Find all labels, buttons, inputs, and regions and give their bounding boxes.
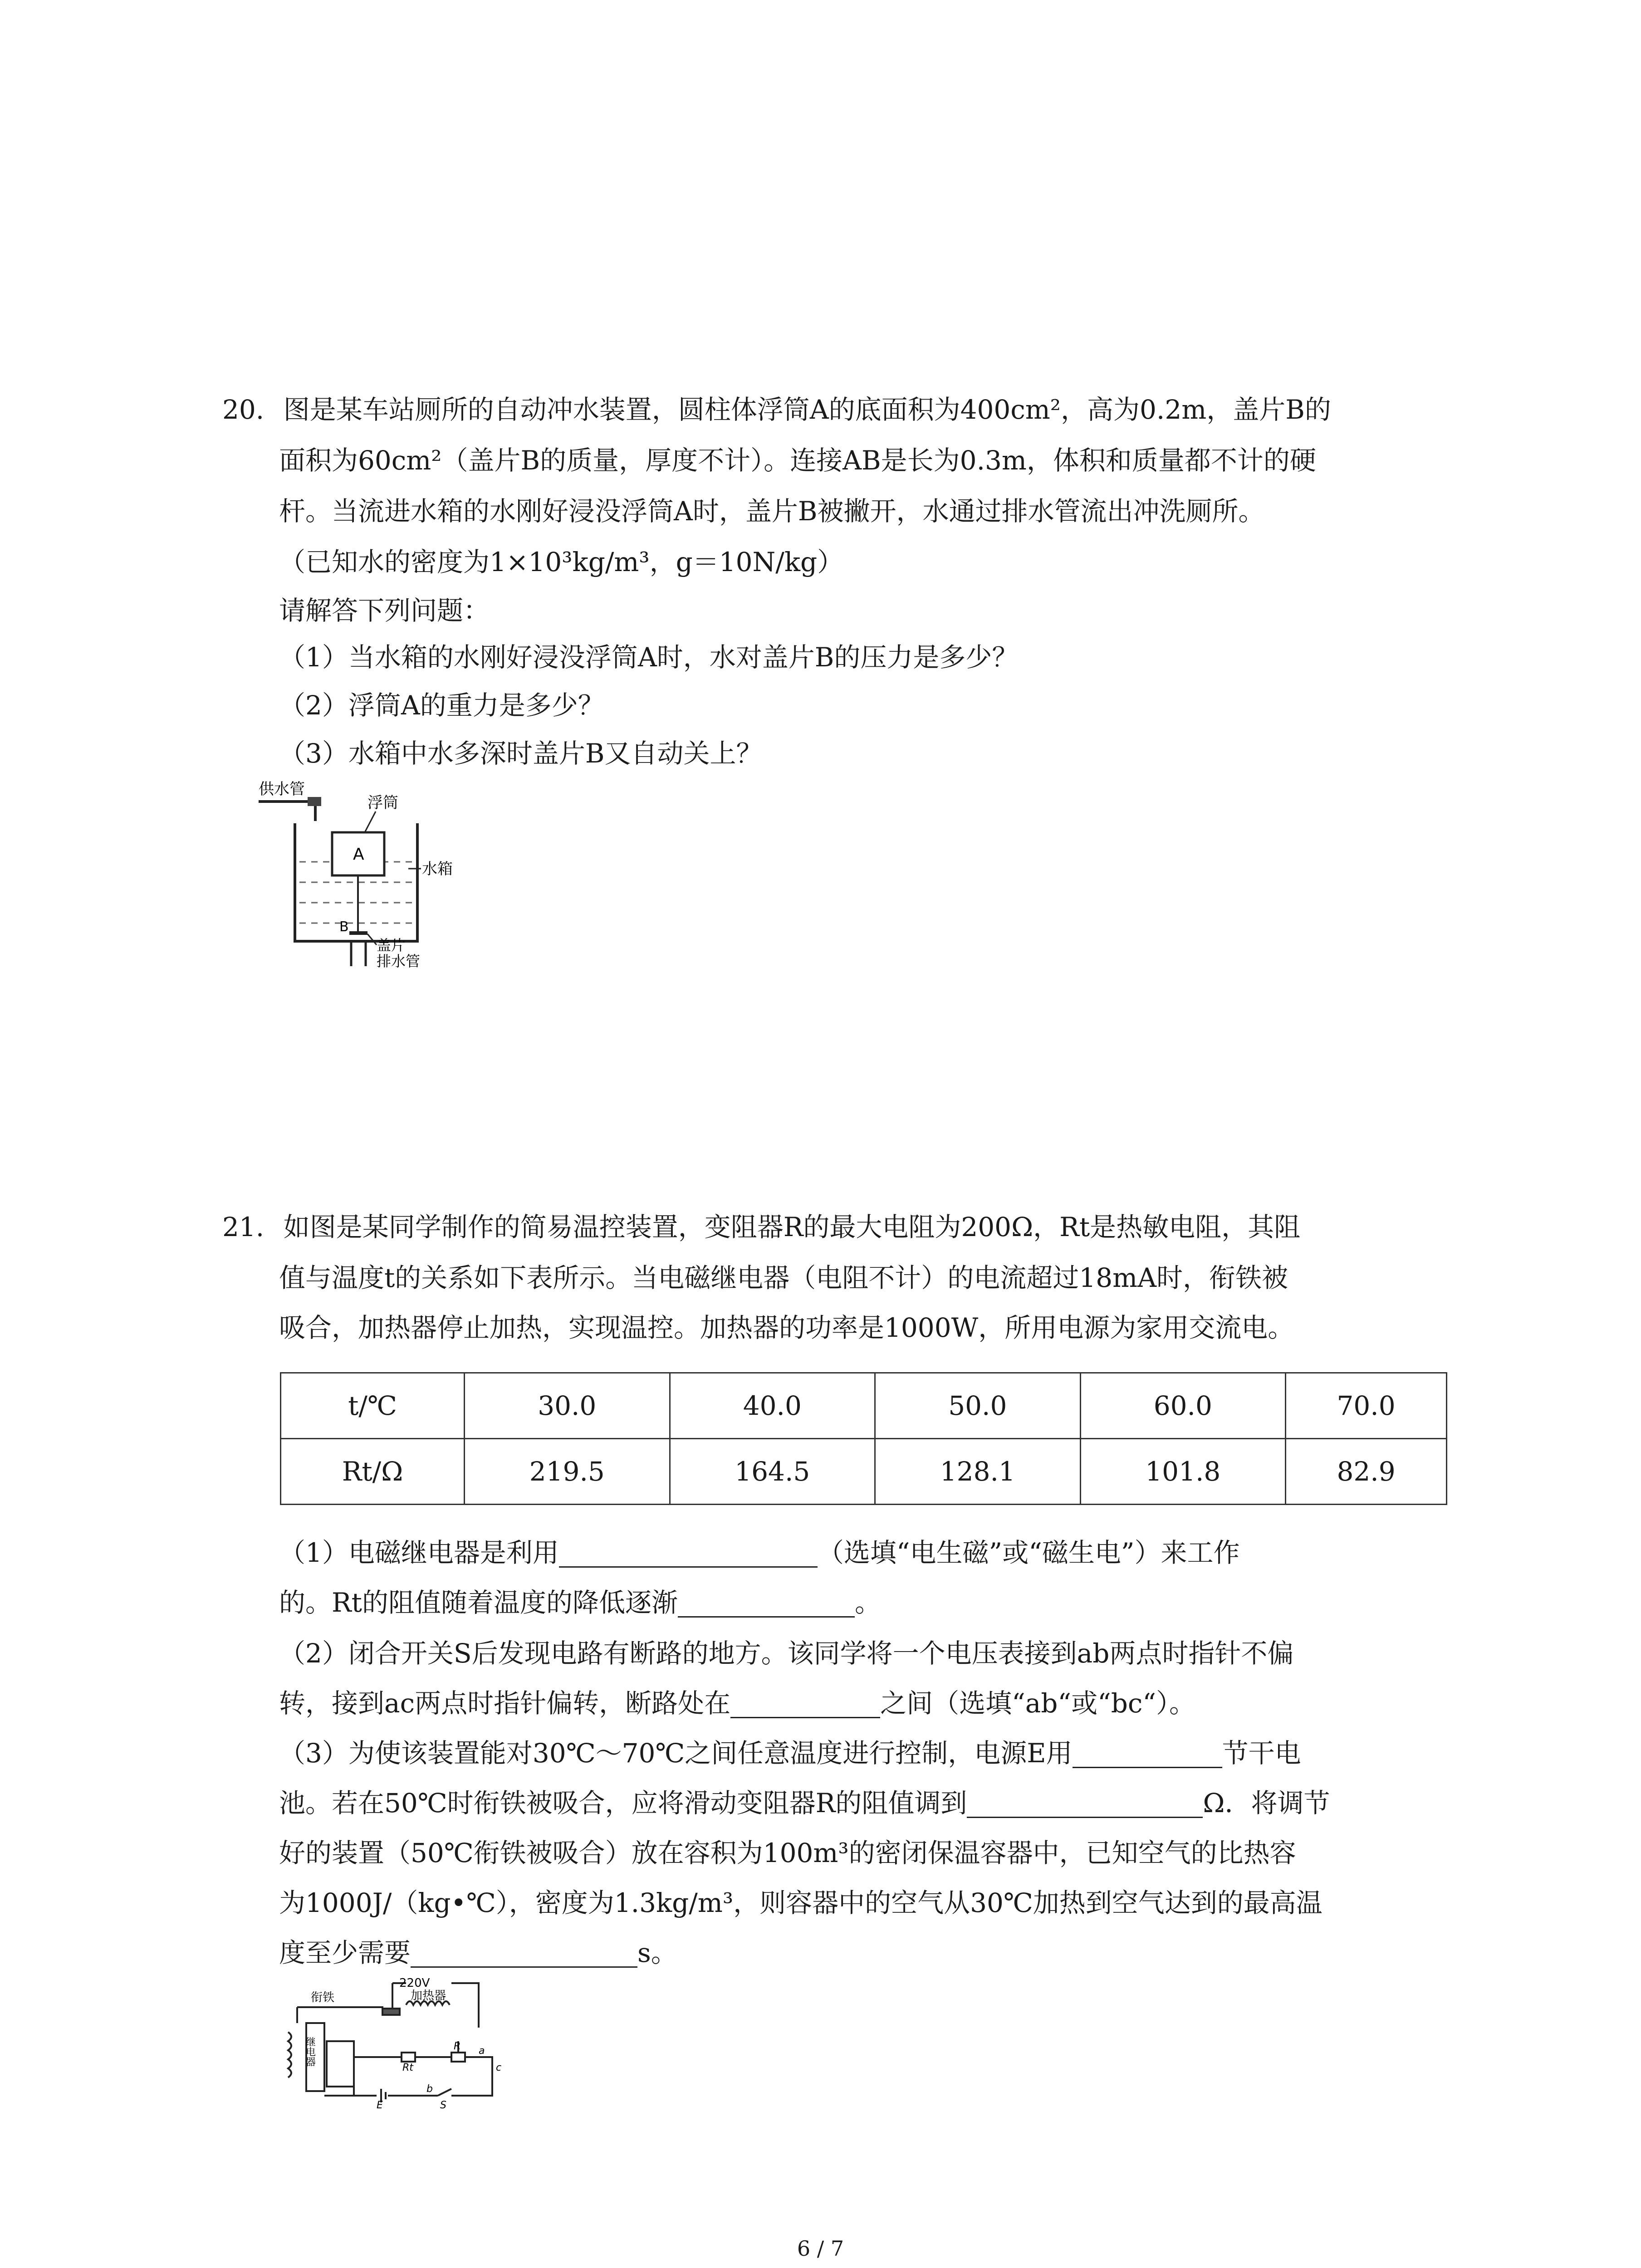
question-text: 面积为60cm²（盖片B的质量，厚度不计）。连接AB是长为0.3m，体积和质量都不计的硬 [279,445,1316,476]
given-data: （已知水的密度为1×10³kg/m³，g＝10N/kg） [279,547,844,577]
table-cell: 82.9 [1286,1439,1447,1505]
question-text: 图是某车站厕所的自动冲水装置，圆柱体浮筒A的底面积为400cm²，高为0.2m，盖片B的 [283,394,1331,425]
part-2-text: （2）闭合开关S后发现电路有断路的地方。该同学将一个电压表接到ab两点时指针不偏 [279,1638,1294,1669]
question-text: 杆。当流进水箱的水刚好浸没浮筒A时，盖片B被撇开，水通过排水管流出冲洗厕所。 [279,496,1265,527]
answer-blank[interactable] [411,1943,637,1968]
table-row [281,1439,1447,1505]
part-2-text: 之间（选填“ab“或“bc“）。 [880,1688,1196,1719]
part-3-text: 为1000J/（kg•℃），密度为1.3kg/m³，则容器中的空气从30℃加热到空气达到的最高温 [279,1887,1323,1918]
table-row [281,1373,1447,1439]
question-number: 21. [222,1212,265,1242]
b-label: b [426,2083,433,2095]
voltage-label: 220V [399,1976,430,1990]
heater-label: 加热器 [411,1989,446,2003]
float-label: 浮筒 [367,794,398,812]
part-3-text: 好的装置（50℃衔铁被吸合）放在容积为100m³的密闭保温容器中，已知空气的比热容 [279,1838,1296,1868]
part-3-text: s。 [637,1937,677,1968]
table-header-cell: Rt/Ω [281,1439,465,1505]
answer-blank[interactable] [730,1693,880,1718]
s-label: S [440,2100,446,2109]
answer-blank[interactable] [967,1793,1203,1818]
table-cell: 101.8 [1080,1439,1286,1505]
part-3-text: 度至少需要 [279,1937,411,1968]
table-cell: 219.5 [465,1439,670,1505]
part-1-text: 。 [854,1587,881,1618]
relay-label: 继电器 [304,2037,316,2067]
supply-pipe-label: 供水管 [259,780,305,798]
table-cell: 30.0 [465,1373,670,1439]
part-1-text: 的。Rt的阻值随着温度的降低逐渐 [279,1587,678,1618]
part-3-text: 池。若在50℃时衔铁被吸合，应将滑动变阻器R的阻值调到 [279,1788,967,1818]
table-cell: 70.0 [1286,1373,1447,1439]
answer-blank[interactable] [559,1543,818,1568]
question-number: 20. [222,394,265,425]
r-label: R [454,2041,461,2052]
part-1-text: （1）电磁继电器是利用 [279,1537,559,1568]
question-text: 值与温度t的关系如下表所示。当电磁继电器（电阻不计）的电流超过18mA时，衔铁被 [279,1262,1288,1293]
drain-pipe-label: 排水管 [377,953,421,968]
c-label: c [496,2062,502,2073]
table-cell: 40.0 [670,1373,875,1439]
sub-question-1: （1）当水箱的水刚好浸没浮筒A时，水对盖片B的压力是多少？ [279,642,1019,673]
table-cell: 164.5 [670,1439,875,1505]
question-text: 如图是某同学制作的简易温控装置，变阻器R的最大电阻为200Ω，Rt是热敏电阻，其阻 [283,1212,1301,1242]
tank-label: 水箱 [422,860,453,878]
answer-blank[interactable] [1073,1743,1222,1768]
a-label: a [479,2045,485,2057]
table-cell: 60.0 [1080,1373,1286,1439]
thermistor-table [280,1372,1447,1505]
part-3-text: Ω．将调节 [1203,1788,1330,1818]
page-number: 6 / 7 [797,2236,844,2261]
sub-question-2: （2）浮筒A的重力是多少？ [279,690,604,721]
e-label: E [377,2100,383,2109]
table-cell: 50.0 [875,1373,1081,1439]
answer-blank[interactable] [678,1593,855,1618]
rt-label: Rt [402,2062,413,2073]
flush-device-figure [254,778,535,968]
part-3-text: （3）为使该装置能对30℃～70℃之间任意温度进行控制，电源E用 [279,1738,1073,1769]
question-text: 吸合，加热器停止加热，实现温控。加热器的功率是1000W，所用电源为家用交流电。 [279,1312,1294,1343]
float-a-label: A [353,845,364,864]
part-1-text: （选填“电生磁”或“磁生电”）来工作 [817,1537,1240,1568]
part-2-text: 转，接到ac两点时指针偏转，断路处在 [279,1688,731,1719]
temperature-control-circuit [279,1973,533,2109]
table-header-cell: t/℃ [281,1373,465,1439]
sub-question-3: （3）水箱中水多深时盖片B又自动关上？ [279,738,763,769]
cover-b-label: B [339,919,349,935]
part-3-text: 节干电 [1222,1738,1301,1769]
instruction: 请解答下列问题： [279,595,490,626]
table-cell: 128.1 [875,1439,1081,1505]
armature-label: 衔铁 [311,1991,335,2004]
cover-label: 盖片 [377,937,406,954]
